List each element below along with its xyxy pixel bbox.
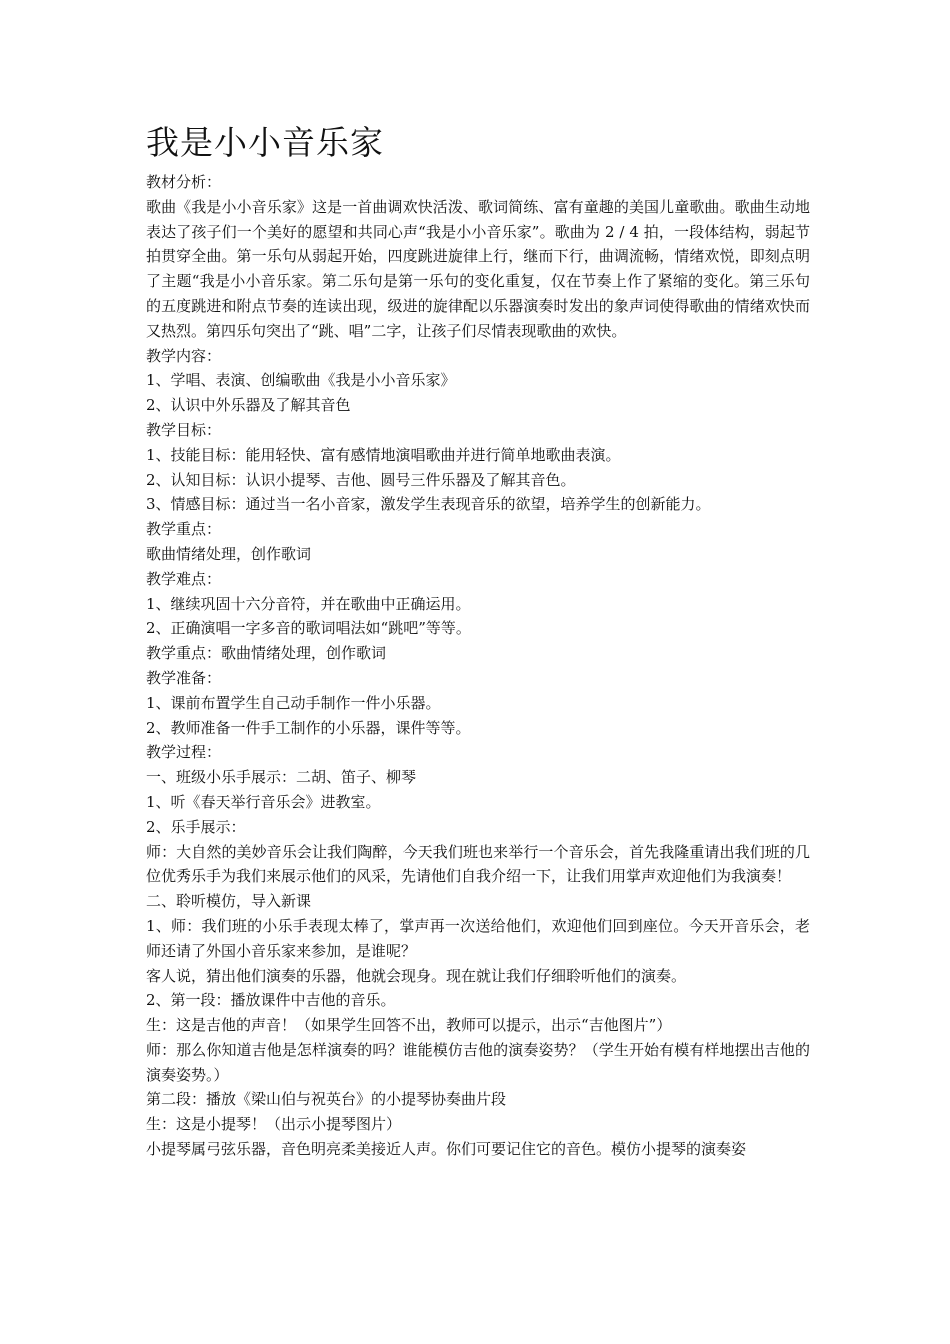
paragraph: 1、学唱、表演、创编歌曲《我是小小音乐家》 [146, 371, 456, 390]
paragraph: 客人说，猜出他们演奏的乐器，他就会现身。现在就让我们仔细聆听他们的演奏。 [146, 966, 687, 985]
paragraph: 教材分析： [146, 173, 222, 191]
paragraph: 2、第一段：播放课件中吉他的音乐。 [146, 991, 396, 1010]
document-page [146, 120, 810, 1162]
paragraph: 二、聆听模仿，导入新课 [146, 892, 312, 911]
paragraph: 教学过程： [146, 743, 222, 762]
document-title: 我是小小音乐家 [146, 123, 384, 162]
paragraph: 歌曲情绪处理，创作歌词 [146, 544, 312, 563]
paragraph: 1、继续巩固十六分音符，并在歌曲中正确运用。 [146, 594, 471, 613]
paragraph: 2、认知目标：认识小提琴、吉他、圆号三件乐器及了解其音色。 [146, 470, 576, 489]
paragraph: 教学重点： [146, 520, 222, 539]
paragraph: 教学重点：歌曲情绪处理，创作歌词 [146, 644, 387, 663]
paragraph: 一、班级小乐手展示：二胡、笛子、柳琴 [146, 768, 417, 787]
paragraph: 1、课前布置学生自己动手制作一件小乐器。 [146, 693, 441, 712]
document-body [146, 170, 810, 1162]
paragraph: 3、情感目标：通过当一名小音家，激发学生表现音乐的欲望，培养学生的创新能力。 [146, 495, 711, 514]
paragraph: 1、技能目标：能用轻快、富有感情地演唱歌曲并进行简单地歌曲表演。 [146, 445, 621, 464]
paragraph: 教学难点： [146, 569, 222, 588]
paragraph: 2、教师准备一件手工制作的小乐器，课件等等。 [146, 718, 471, 737]
paragraph: 教学目标： [146, 420, 222, 439]
paragraph: 教学内容： [146, 346, 222, 365]
paragraph: 2、乐手展示： [146, 817, 246, 836]
paragraph: 第二段：播放《梁山伯与祝英台》的小提琴协奏曲片段 [146, 1090, 507, 1109]
paragraph: 教学准备： [146, 668, 222, 687]
paragraph: 师：那么你知道吉他是怎样演奏的吗？谁能模仿吉他的演奏姿势？（学生开始有模有样地摆出吉他的演奏姿势。） [146, 1040, 810, 1084]
paragraph: 1、听《春天举行音乐会》进教室。 [146, 792, 381, 811]
paragraph: 1、师：我们班的小乐手表现太棒了，掌声再一次送给他们，欢迎他们回到座位。今天开音乐会，老师还请了外国小音乐家来参加，是谁呢？ [146, 916, 810, 960]
paragraph: 小提琴属弓弦乐器，音色明亮柔美接近人声。你们可要记住它的音色。模仿小提琴的演奏姿 [146, 1140, 747, 1159]
paragraph: 2、认识中外乐器及了解其音色 [146, 396, 351, 415]
paragraph: 2、正确演唱一字多音的歌词唱法如“跳吧”等等。 [146, 619, 471, 638]
paragraph: 师：大自然的美妙音乐会让我们陶醉，今天我们班也来举行一个音乐会，首先我隆重请出我们班的几位优秀乐手为我们来展示他们的风采，先请他们自我介绍一下，让我们用掌声欢迎他们为我演奏！ [146, 842, 810, 886]
paragraph: 生：这是小提琴！（出示小提琴图片） [146, 1115, 402, 1134]
paragraph: 歌曲《我是小小音乐家》这是一首曲调欢快活泼、歌词简练、富有童趣的美国儿童歌曲。歌曲生动地表达了孩子们一个美好的愿望和共同心声“我是小小音乐家”。歌曲为 2 / 4 拍，一段体结构，弱起节拍贯穿全曲。第一乐句从弱起开始，四度跳进旋律上行，继而下行，曲调流畅，情绪欢悦，即刻点明了主题“我是小小音乐家。第二乐句是第一乐句的变化重复，仅在节奏上作了紧缩的变化。第三乐句的五度跳进和附点节奏的连读出现，级进的旋律配以乐器演奏时发出的象声词使得歌曲的情绪欢快而又热烈。第四乐句突出了“跳、唱”二字，让孩子们尽情表现歌曲的欢快。 [146, 197, 810, 340]
paragraph: 生：这是吉他的声音！（如果学生回答不出，教师可以提示，出示“吉他图片”） [146, 1016, 672, 1035]
